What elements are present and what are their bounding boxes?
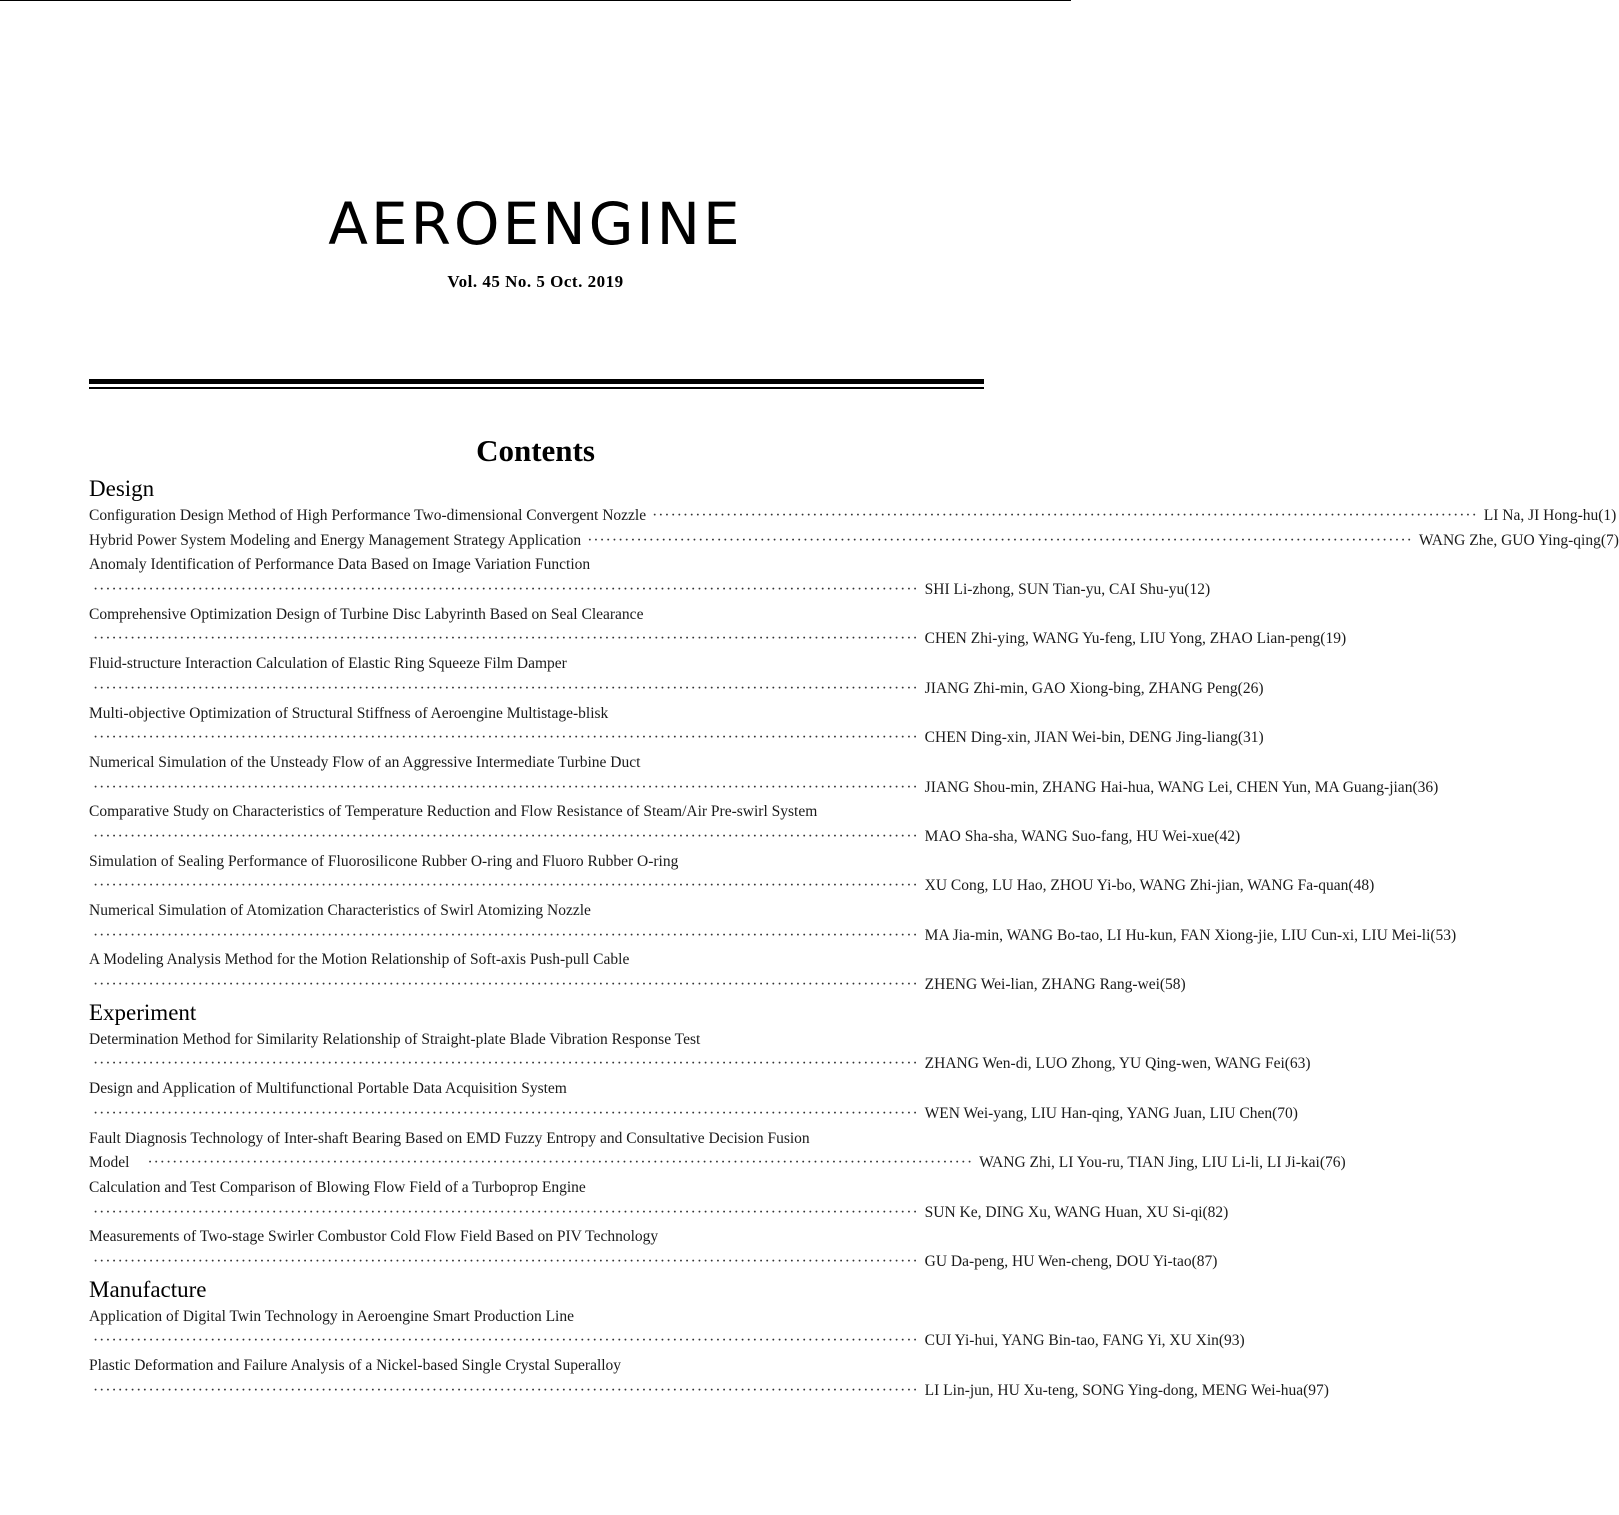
dot-leader: ······································································································································ <box>93 729 919 747</box>
dot-leader: ······································································································································ <box>93 581 919 599</box>
article-authors: JIANG Zhi-min, GAO Xiong-bing, ZHANG Peng(26) <box>924 679 1264 697</box>
toc-entry-authors-line <box>89 726 1264 751</box>
toc-entry[interactable] <box>89 1127 984 1152</box>
section-title: Experiment <box>89 999 197 1025</box>
toc-entry-authors-line <box>89 1151 1346 1176</box>
table-of-contents <box>89 474 1619 1403</box>
dot-leader: ······································································································································ <box>93 630 919 648</box>
toc-entry[interactable] <box>89 553 984 578</box>
dot-leader: ······································································································································ <box>587 531 1413 549</box>
dot-leader: ······································································································································ <box>93 877 919 895</box>
toc-entry[interactable] <box>89 1077 984 1102</box>
toc-entry[interactable] <box>89 652 984 677</box>
article-title: Design and Application of Multifunctional Portable Data Acquisition System <box>89 1080 567 1098</box>
toc-entry[interactable] <box>89 603 984 628</box>
article-authors: WANG Zhi, LI You-ru, TIAN Jing, LIU Li-li, LI Ji-kai(76) <box>979 1154 1346 1172</box>
article-authors: CHEN Ding-xin, JIAN Wei-bin, DENG Jing-liang(31) <box>924 729 1264 747</box>
toc-entry-authors-line <box>89 825 1241 850</box>
article-authors: MA Jia-min, WANG Bo-tao, LI Hu-kun, FAN Xiong-jie, LIU Cun-xi, LIU Mei-li(53) <box>924 926 1457 944</box>
article-authors: CUI Yi-hui, YANG Bin-tao, FANG Yi, XU Xin(93) <box>924 1332 1245 1350</box>
dot-leader: ······································································································································ <box>147 1154 974 1172</box>
dot-leader: ······································································································································ <box>93 1104 919 1122</box>
toc-entry-authors-line <box>89 578 1211 603</box>
article-authors: XU Cong, LU Hao, ZHOU Yi-bo, WANG Zhi-jian, WANG Fa-quan(48) <box>924 877 1375 895</box>
dot-leader: ······································································································································ <box>93 1203 919 1221</box>
article-title: A Modeling Analysis Method for the Motion Relationship of Soft-axis Push-pull Cable <box>89 951 630 969</box>
article-title: Application of Digital Twin Technology in Aeroengine Smart Production Line <box>89 1307 574 1325</box>
article-title: Hybrid Power System Modeling and Energy Management Strategy Application <box>89 531 582 549</box>
toc-entry-authors-line <box>89 776 1439 801</box>
article-title: Calculation and Test Comparison of Blowing Flow Field of a Turboprop Engine <box>89 1178 586 1196</box>
toc-entry[interactable] <box>89 504 1617 529</box>
article-title: Fault Diagnosis Technology of Inter-shaft Bearing Based on EMD Fuzzy Entropy and Consultative Decision Fusion <box>89 1129 810 1147</box>
article-authors: LI Lin-jun, HU Xu-teng, SONG Ying-dong, MENG Wei-hua(97) <box>924 1381 1329 1399</box>
toc-entry-authors-line <box>89 1329 1245 1354</box>
header-divider <box>89 379 984 384</box>
section-title: Design <box>89 476 155 501</box>
toc-entry[interactable] <box>89 1305 984 1330</box>
dot-leader: ······································································································································ <box>93 1332 919 1350</box>
toc-entry[interactable] <box>89 1176 984 1201</box>
toc-entry[interactable] <box>89 800 984 825</box>
article-title: Numerical Simulation of the Unsteady Flow of an Aggressive Intermediate Turbine Duct <box>89 753 641 771</box>
toc-entry-authors-line <box>89 1201 1229 1226</box>
toc-entry-authors-line <box>89 627 1347 652</box>
article-title: Simulation of Sealing Performance of Fluorosilicone Rubber O-ring and Fluoro Rubber O-ring <box>89 852 679 870</box>
journal-title: AEROENGINE <box>328 190 743 258</box>
dot-leader: ······································································································································ <box>652 507 1478 524</box>
article-title: Measurements of Two-stage Swirler Combustor Cold Flow Field Based on PIV Technology <box>89 1228 659 1246</box>
dot-leader: ······································································································································ <box>93 1381 919 1399</box>
article-authors: ZHANG Wen-di, LUO Zhong, YU Qing-wen, WANG Fei(63) <box>924 1055 1311 1073</box>
article-authors: WANG Zhe, GUO Ying-qing(7) <box>1418 531 1619 549</box>
dot-leader: ······································································································································ <box>93 778 919 796</box>
toc-entry-authors-line <box>89 924 1457 949</box>
article-title: Determination Method for Similarity Relationship of Straight-plate Blade Vibration Response Test <box>89 1030 701 1048</box>
article-title-continued: Model <box>89 1154 130 1172</box>
section-title: Manufacture <box>89 1276 207 1302</box>
toc-entry[interactable] <box>89 1354 984 1379</box>
article-authors: WEN Wei-yang, LIU Han-qing, YANG Juan, LIU Chen(70) <box>924 1104 1298 1122</box>
toc-entry[interactable] <box>89 702 984 727</box>
toc-entry[interactable] <box>89 1028 984 1053</box>
article-authors: JIANG Shou-min, ZHANG Hai-hua, WANG Lei, CHEN Yun, MA Guang-jian(36) <box>924 778 1439 796</box>
toc-entry-authors-line <box>89 874 1375 899</box>
article-title: Plastic Deformation and Failure Analysis of a Nickel-based Single Crystal Superalloy <box>89 1357 622 1374</box>
article-authors: MAO Sha-sha, WANG Suo-fang, HU Wei-xue(42) <box>924 827 1241 845</box>
toc-entry-authors-line <box>89 677 1264 702</box>
article-authors: LI Na, JI Hong-hu(1) <box>1483 507 1617 524</box>
contents-heading: Contents <box>476 433 595 468</box>
article-authors: CHEN Zhi-ying, WANG Yu-feng, LIU Yong, ZHAO Lian-peng(19) <box>924 630 1347 648</box>
issue-info: Vol. 45 No. 5 Oct. 2019 <box>447 272 624 291</box>
article-title: Numerical Simulation of Atomization Characteristics of Swirl Atomizing Nozzle <box>89 902 591 919</box>
dot-leader: ······································································································································ <box>93 1055 919 1073</box>
article-title: Multi-objective Optimization of Structural Stiffness of Aeroengine Multistage-blisk <box>89 704 609 722</box>
toc-entry[interactable] <box>89 948 984 973</box>
top-border-line <box>0 0 1071 1</box>
toc-entry-authors-line <box>89 1379 1329 1404</box>
dot-leader: ······································································································································ <box>93 926 919 944</box>
article-authors: GU Da-peng, HU Wen-cheng, DOU Yi-tao(87) <box>924 1252 1218 1270</box>
toc-entry[interactable] <box>89 1225 984 1250</box>
article-title: Comprehensive Optimization Design of Turbine Disc Labyrinth Based on Seal Clearance <box>89 605 644 623</box>
article-title: Fluid-structure Interaction Calculation of Elastic Ring Squeeze Film Damper <box>89 655 567 673</box>
article-title: Anomaly Identification of Performance Data Based on Image Variation Function <box>89 556 591 574</box>
article-authors: SUN Ke, DING Xu, WANG Huan, XU Si-qi(82) <box>924 1203 1229 1221</box>
article-authors: ZHENG Wei-lian, ZHANG Rang-wei(58) <box>924 976 1186 994</box>
dot-leader: ······································································································································ <box>93 1252 919 1270</box>
toc-entry[interactable] <box>89 751 984 776</box>
toc-entry-authors-line <box>89 1250 1218 1275</box>
toc-entry-authors-line <box>89 1052 1311 1077</box>
toc-entry-authors-line <box>89 1102 1298 1127</box>
toc-entry-authors-line <box>89 973 1186 998</box>
dot-leader: ······································································································································ <box>93 679 919 697</box>
dot-leader: ······································································································································ <box>93 976 919 994</box>
toc-entry[interactable] <box>89 899 984 924</box>
toc-entry[interactable] <box>89 850 984 875</box>
article-title: Configuration Design Method of High Performance Two-dimensional Convergent Nozzle <box>89 507 647 524</box>
toc-entry[interactable] <box>89 529 1619 554</box>
article-authors: SHI Li-zhong, SUN Tian-yu, CAI Shu-yu(12) <box>924 581 1211 599</box>
article-title: Comparative Study on Characteristics of Temperature Reduction and Flow Resistance of Steam/Air Pre-swirl System <box>89 803 818 821</box>
dot-leader: ······································································································································ <box>93 827 919 845</box>
